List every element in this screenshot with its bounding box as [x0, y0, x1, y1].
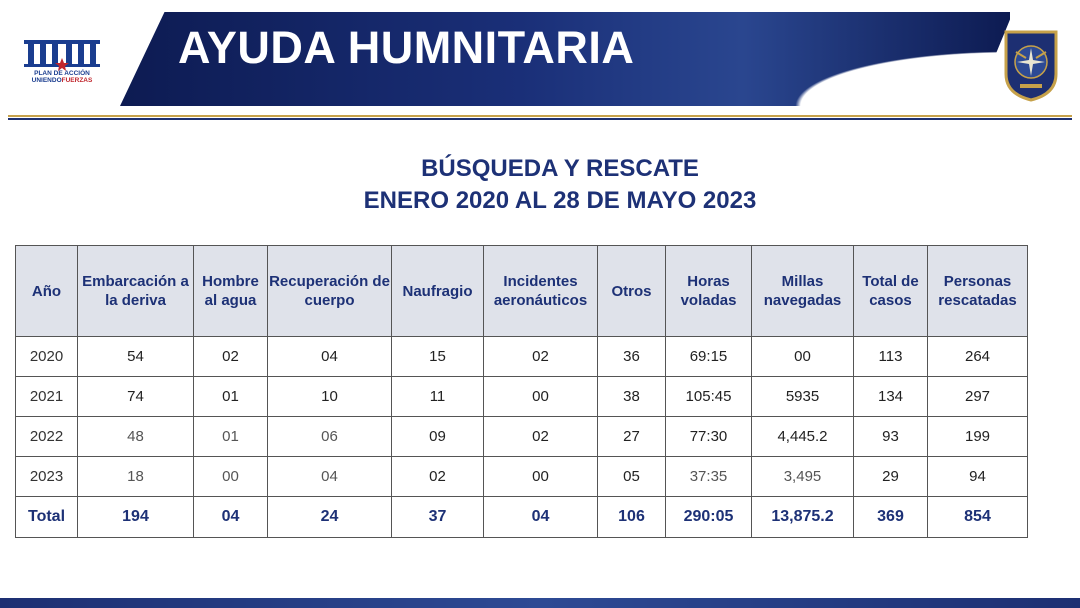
logo-line-2b: FUERZAS: [61, 77, 93, 84]
footer-bar: [0, 598, 1080, 608]
col-header-ano: Año: [16, 246, 78, 337]
cell: 38: [598, 377, 666, 417]
cell: 297: [928, 377, 1028, 417]
cell: 00: [194, 457, 268, 497]
total-label: Total: [16, 497, 78, 538]
section-date-range: ENERO 2020 AL 28 DE MAYO 2023: [363, 187, 757, 214]
cell: 77:30: [666, 417, 752, 457]
table-header-row: [16, 246, 1028, 337]
cell: 02: [484, 417, 598, 457]
left-logo-caption: [20, 70, 104, 84]
cell: 134: [854, 377, 928, 417]
cell-year: 2020: [16, 337, 78, 377]
cell: 105:45: [666, 377, 752, 417]
cell: 00: [484, 457, 598, 497]
cell: 74: [78, 377, 194, 417]
cell-year: 2021: [16, 377, 78, 417]
total-cell: 194: [78, 497, 194, 538]
col-header-hombre-al-agua: Hombre al agua: [194, 246, 268, 337]
cell: 02: [392, 457, 484, 497]
naval-emblem-icon: [1002, 28, 1060, 102]
cell: 94: [928, 457, 1028, 497]
cell: 00: [752, 337, 854, 377]
table-row: [16, 417, 1028, 457]
cell: 06: [268, 417, 392, 457]
cell: 04: [268, 337, 392, 377]
cell-year: 2023: [16, 457, 78, 497]
cell: 04: [268, 457, 392, 497]
cell: 4,445.2: [752, 417, 854, 457]
total-cell: 13,875.2: [752, 497, 854, 538]
table-row: [16, 377, 1028, 417]
table-row: [16, 337, 1028, 377]
cell: 02: [194, 337, 268, 377]
header-divider-gold: [8, 115, 1072, 117]
total-cell: 04: [484, 497, 598, 538]
table-row: [16, 457, 1028, 497]
cell: 01: [194, 417, 268, 457]
total-cell: 106: [598, 497, 666, 538]
cell: 48: [78, 417, 194, 457]
col-header-incidentes: Incidentes aeronáuticos: [484, 246, 598, 337]
cell: 11: [392, 377, 484, 417]
total-cell: 04: [194, 497, 268, 538]
cell-year: 2022: [16, 417, 78, 457]
section-title: BÚSQUEDA Y RESCATE: [421, 155, 699, 182]
cell: 02: [484, 337, 598, 377]
total-cell: 369: [854, 497, 928, 538]
cell: 27: [598, 417, 666, 457]
cell: 264: [928, 337, 1028, 377]
col-header-horas: Horas voladas: [666, 246, 752, 337]
banner-sweep: [640, 12, 1010, 106]
logo-line-1: PLAN DE ACCIÓN: [34, 70, 90, 77]
cell: 09: [392, 417, 484, 457]
page-title: AYUDA HUMNITARIA: [178, 22, 635, 73]
cell: 54: [78, 337, 194, 377]
col-header-personas: Personas rescatadas: [928, 246, 1028, 337]
cell: 18: [78, 457, 194, 497]
table-total-row: [16, 497, 1028, 538]
cell: 93: [854, 417, 928, 457]
total-cell: 854: [928, 497, 1028, 538]
cell: 15: [392, 337, 484, 377]
col-header-total-casos: Total de casos: [854, 246, 928, 337]
header-divider-navy: [8, 118, 1072, 120]
cell: 3,495: [752, 457, 854, 497]
cell: 37:35: [666, 457, 752, 497]
cell: 10: [268, 377, 392, 417]
cell: 199: [928, 417, 1028, 457]
cell: 69:15: [666, 337, 752, 377]
col-header-millas: Millas navegadas: [752, 246, 854, 337]
total-cell: 24: [268, 497, 392, 538]
col-header-embarcacion: Embarcación a la deriva: [78, 246, 194, 337]
cell: 5935: [752, 377, 854, 417]
col-header-otros: Otros: [598, 246, 666, 337]
logo-line-2a: UNIENDO: [31, 77, 62, 84]
search-rescue-table: [15, 245, 1028, 538]
cell: 01: [194, 377, 268, 417]
cell: 00: [484, 377, 598, 417]
total-cell: 290:05: [666, 497, 752, 538]
cell: 29: [854, 457, 928, 497]
cell: 113: [854, 337, 928, 377]
cell: 05: [598, 457, 666, 497]
col-header-naufragio: Naufragio: [392, 246, 484, 337]
col-header-recuperacion: Recuperación de cuerpo: [268, 246, 392, 337]
total-cell: 37: [392, 497, 484, 538]
cell: 36: [598, 337, 666, 377]
